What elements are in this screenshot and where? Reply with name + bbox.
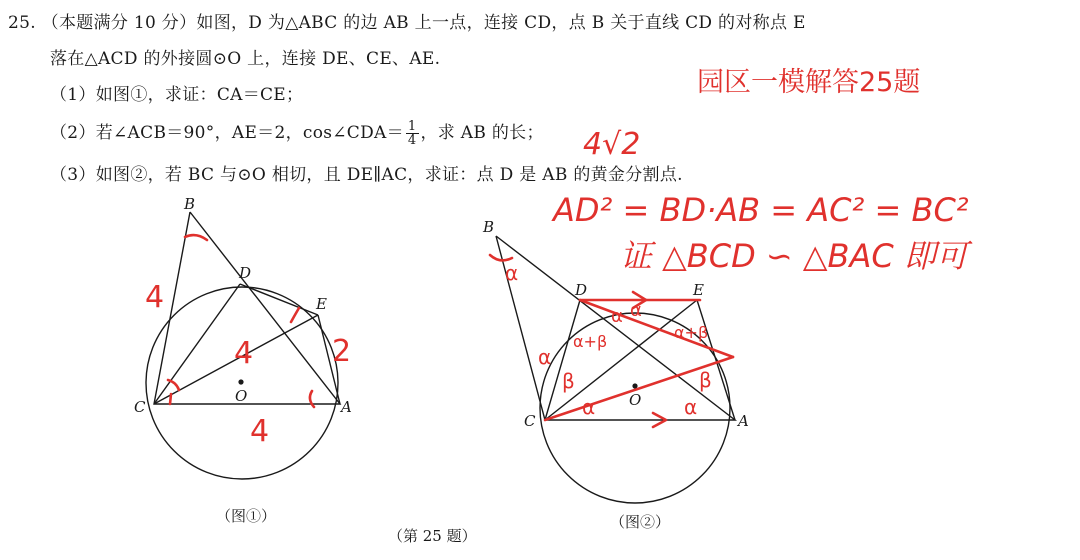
fig1-label-ca: 4 — [250, 414, 270, 449]
fig2-angle-d2: α — [611, 306, 623, 327]
handwritten-formula: AD² = BD·AB = AC² = BC² — [553, 191, 969, 229]
problem-number: 25. — [8, 13, 36, 33]
answer-part-2: 4√2 — [583, 127, 641, 162]
label-d-fig2: D — [575, 281, 588, 299]
fig2-angle-b: α — [505, 261, 519, 285]
label-a-fig1: A — [341, 398, 352, 416]
fig1-label-ae: 2 — [332, 334, 352, 369]
fig2-angle-m: β — [699, 368, 712, 392]
fig2-angle-a: α — [684, 395, 698, 419]
part-2-text: （2）若∠ACB＝90°，AE＝2，cos∠CDA＝ — [50, 123, 404, 143]
handwritten-proof-hint: 证 △BCD ∽ △BAC 即可 — [620, 237, 968, 275]
angle-mark-b-fig1 — [185, 235, 207, 240]
problem-continuation: 落在△ACD 的外接圆⊙O 上，连接 DE、CE、AE. — [50, 49, 441, 69]
center-dot-fig2 — [632, 383, 637, 388]
segment-ae-fig2 — [697, 300, 735, 420]
caption-figure-2: （图②） — [610, 513, 671, 531]
fig1-label-bc: 4 — [145, 280, 165, 315]
fig2-angle-d3: α — [630, 300, 642, 321]
caption-problem: （第 25 题） — [388, 527, 477, 545]
fig2-angle-c1: α — [538, 345, 552, 369]
angle-mark-e-fig1 — [291, 308, 299, 322]
part-2-text-end: ，求 AB 的长； — [420, 123, 544, 143]
problem-part-1: （1）如图①，求证：CA＝CE； — [50, 85, 304, 105]
label-b-fig2: B — [483, 218, 495, 236]
fraction-numerator: 1 — [407, 119, 417, 134]
problem-part-3: （3）如图②，若 BC 与⊙O 相切，且 DE∥AC，求证：点 D 是 AB 的黄金分割点. — [50, 165, 683, 185]
fig2-angle-c3: α — [582, 395, 596, 419]
fig2-angle-d: α+β — [573, 332, 608, 351]
fig2-angle-e: α+β — [674, 323, 709, 342]
segment-de-fig1 — [240, 284, 318, 315]
fig2-angle-c2: β — [562, 369, 575, 393]
segment-cd-fig1 — [154, 284, 240, 404]
label-b-fig1: B — [184, 195, 196, 213]
label-o-fig1: O — [235, 387, 248, 405]
label-c-fig1: C — [134, 398, 146, 416]
fraction-denominator: 4 — [407, 133, 417, 148]
label-c-fig2: C — [524, 412, 536, 430]
fig1-label-ce: 4 — [234, 336, 254, 371]
problem-header-text: （本题满分 10 分）如图，D 为△ABC 的边 AB 上一点，连接 CD，点 B 关于直线 CD 的对称点 E — [41, 13, 806, 33]
label-o-fig2: O — [629, 391, 642, 409]
label-d-fig1: D — [239, 264, 252, 282]
label-e-fig1: E — [316, 295, 327, 313]
handwritten-notes — [551, 127, 973, 275]
center-dot-fig1 — [238, 379, 243, 384]
red-annotation-title: 园区一模解答25题 — [697, 67, 921, 98]
caption-figure-1: （图①） — [216, 507, 277, 525]
label-e-fig2: E — [693, 281, 704, 299]
label-a-fig2: A — [738, 412, 749, 430]
